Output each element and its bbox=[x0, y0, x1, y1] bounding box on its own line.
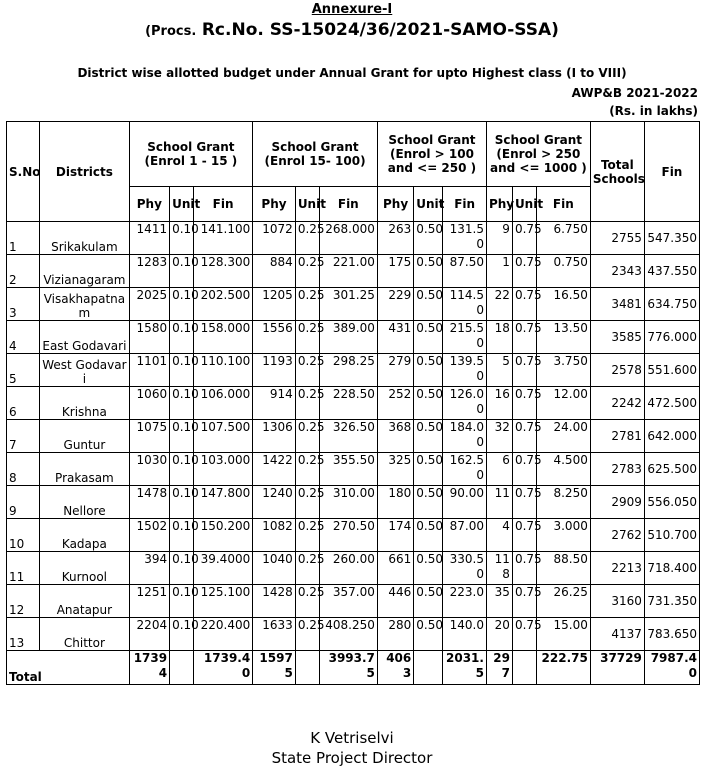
fin-enrol-250-1000: 6.750 bbox=[536, 222, 590, 255]
table-row bbox=[7, 288, 700, 321]
budget-table bbox=[6, 121, 700, 685]
fin-enrol-250-1000: 15.00 bbox=[536, 618, 590, 651]
col-unit: Unit bbox=[414, 187, 443, 222]
total-schools-cell: 2762 bbox=[590, 519, 644, 552]
phy-enrol-15-100: 884 bbox=[253, 255, 296, 288]
unit-enrol-100-250: 0.50 bbox=[414, 585, 443, 618]
col-unit: Unit bbox=[295, 187, 319, 222]
fin-enrol-15-100: 389.00 bbox=[319, 321, 377, 354]
fin-enrol-100-250: 330.50 bbox=[443, 552, 487, 585]
table-body bbox=[7, 222, 700, 685]
sno-cell: 3 bbox=[7, 288, 40, 321]
col-group-enrol-100-250: School Grant (Enrol > 100 and <= 250 ) bbox=[377, 122, 486, 187]
total-schools-cell: 2755 bbox=[590, 222, 644, 255]
col-phy: Phy bbox=[377, 187, 413, 222]
fin-enrol-250-1000: 24.00 bbox=[536, 420, 590, 453]
total-schools-cell: 2213 bbox=[590, 552, 644, 585]
fin-enrol-250-1000: 12.00 bbox=[536, 387, 590, 420]
units-label: (Rs. in lakhs) bbox=[609, 104, 698, 118]
total-fin-cell: 731.350 bbox=[644, 585, 699, 618]
table-row bbox=[7, 552, 700, 585]
unit-enrol-250-1000: 0.75 bbox=[512, 420, 536, 453]
phy-enrol-250-1000: 35 bbox=[486, 585, 512, 618]
phy-enrol-15-100: 1633 bbox=[253, 618, 296, 651]
phy-enrol-15-100: 914 bbox=[253, 387, 296, 420]
district-cell: West Godavari bbox=[40, 354, 129, 387]
total-fin-1: 1739.40 bbox=[193, 651, 252, 685]
phy-enrol-100-250: 174 bbox=[377, 519, 413, 552]
sno-cell: 4 bbox=[7, 321, 40, 354]
fin-enrol-100-250: 126.00 bbox=[443, 387, 487, 420]
fin-enrol-250-1000: 3.750 bbox=[536, 354, 590, 387]
total-fin-4: 222.75 bbox=[536, 651, 590, 685]
unit-enrol-250-1000: 0.75 bbox=[512, 222, 536, 255]
unit-enrol-1-15: 0.10 bbox=[170, 354, 194, 387]
phy-enrol-1-15: 1075 bbox=[129, 420, 170, 453]
table-row bbox=[7, 354, 700, 387]
unit-enrol-250-1000: 0.75 bbox=[512, 255, 536, 288]
fin-enrol-250-1000: 3.000 bbox=[536, 519, 590, 552]
district-cell: Nellore bbox=[40, 486, 129, 519]
unit-enrol-1-15: 0.10 bbox=[170, 453, 194, 486]
total-schools-cell: 4137 bbox=[590, 618, 644, 651]
col-phy: Phy bbox=[129, 187, 170, 222]
unit-enrol-15-100: 0.25 bbox=[295, 585, 319, 618]
total-fin-cell: 547.350 bbox=[644, 222, 699, 255]
unit-enrol-100-250: 0.50 bbox=[414, 519, 443, 552]
district-cell: Prakasam bbox=[40, 453, 129, 486]
signatory-name: K Vetriselvi bbox=[310, 729, 394, 747]
phy-enrol-1-15: 1060 bbox=[129, 387, 170, 420]
phy-enrol-250-1000: 6 bbox=[486, 453, 512, 486]
document-subtitle: District wise allotted budget under Annual Grant for upto Highest class (I to VIII) bbox=[77, 66, 627, 80]
fin-enrol-15-100: 326.50 bbox=[319, 420, 377, 453]
unit-enrol-15-100: 0.25 bbox=[295, 519, 319, 552]
phy-enrol-250-1000: 1 bbox=[486, 255, 512, 288]
unit-enrol-250-1000: 0.75 bbox=[512, 618, 536, 651]
unit-enrol-15-100: 0.25 bbox=[295, 453, 319, 486]
district-cell: Krishna bbox=[40, 387, 129, 420]
fin-enrol-250-1000: 4.500 bbox=[536, 453, 590, 486]
phy-enrol-15-100: 1205 bbox=[253, 288, 296, 321]
total-fin-cell: 551.600 bbox=[644, 354, 699, 387]
unit-enrol-250-1000: 0.75 bbox=[512, 486, 536, 519]
col-total-schools: Total Schools bbox=[590, 122, 644, 222]
sno-cell: 7 bbox=[7, 420, 40, 453]
phy-enrol-15-100: 1040 bbox=[253, 552, 296, 585]
total-fin-3: 2031.5 bbox=[443, 651, 487, 685]
fin-enrol-1-15: 39.4000 bbox=[193, 552, 252, 585]
col-fin-sub: Fin bbox=[443, 187, 487, 222]
phy-enrol-15-100: 1556 bbox=[253, 321, 296, 354]
phy-enrol-100-250: 175 bbox=[377, 255, 413, 288]
annexure-heading: Annexure-I bbox=[311, 2, 393, 17]
fin-enrol-100-250: 184.00 bbox=[443, 420, 487, 453]
phy-enrol-100-250: 446 bbox=[377, 585, 413, 618]
unit-enrol-15-100: 0.25 bbox=[295, 420, 319, 453]
unit-enrol-1-15: 0.10 bbox=[170, 618, 194, 651]
fin-enrol-250-1000: 16.50 bbox=[536, 288, 590, 321]
unit-enrol-100-250: 0.50 bbox=[414, 255, 443, 288]
total-schools-cell: 2242 bbox=[590, 387, 644, 420]
fin-enrol-250-1000: 8.250 bbox=[536, 486, 590, 519]
unit-enrol-15-100: 0.25 bbox=[295, 552, 319, 585]
unit-enrol-250-1000: 0.75 bbox=[512, 354, 536, 387]
unit-enrol-100-250: 0.50 bbox=[414, 354, 443, 387]
total-phy-3: 4063 bbox=[377, 651, 413, 685]
unit-enrol-100-250: 0.50 bbox=[414, 618, 443, 651]
phy-enrol-1-15: 1502 bbox=[129, 519, 170, 552]
unit-enrol-1-15: 0.10 bbox=[170, 255, 194, 288]
procs-reference bbox=[0, 20, 704, 40]
phy-enrol-250-1000: 5 bbox=[486, 354, 512, 387]
table-row bbox=[7, 321, 700, 354]
unit-enrol-250-1000: 0.75 bbox=[512, 321, 536, 354]
district-cell: Guntur bbox=[40, 420, 129, 453]
total-fin-cell: 510.700 bbox=[644, 519, 699, 552]
total-fin-cell: 625.500 bbox=[644, 453, 699, 486]
unit-enrol-250-1000: 0.75 bbox=[512, 288, 536, 321]
unit-enrol-1-15: 0.10 bbox=[170, 552, 194, 585]
phy-enrol-100-250: 229 bbox=[377, 288, 413, 321]
unit-enrol-250-1000: 0.75 bbox=[512, 585, 536, 618]
unit-enrol-15-100: 0.25 bbox=[295, 255, 319, 288]
unit-enrol-1-15: 0.10 bbox=[170, 585, 194, 618]
phy-enrol-250-1000: 9 bbox=[486, 222, 512, 255]
fin-enrol-1-15: 220.400 bbox=[193, 618, 252, 651]
phy-enrol-100-250: 252 bbox=[377, 387, 413, 420]
col-fin-sub: Fin bbox=[193, 187, 252, 222]
fin-enrol-100-250: 90.00 bbox=[443, 486, 487, 519]
fin-enrol-1-15: 147.800 bbox=[193, 486, 252, 519]
unit-enrol-250-1000: 0.75 bbox=[512, 453, 536, 486]
district-cell: Srikakulam bbox=[40, 222, 129, 255]
fin-enrol-15-100: 310.00 bbox=[319, 486, 377, 519]
fin-enrol-250-1000: 26.25 bbox=[536, 585, 590, 618]
fin-enrol-15-100: 260.00 bbox=[319, 552, 377, 585]
table-row bbox=[7, 420, 700, 453]
phy-enrol-100-250: 368 bbox=[377, 420, 413, 453]
phy-enrol-100-250: 431 bbox=[377, 321, 413, 354]
fin-enrol-1-15: 110.100 bbox=[193, 354, 252, 387]
district-cell: Anatapur bbox=[40, 585, 129, 618]
fin-enrol-100-250: 87.50 bbox=[443, 255, 487, 288]
table-row bbox=[7, 486, 700, 519]
phy-enrol-250-1000: 16 bbox=[486, 387, 512, 420]
col-sno: S.No bbox=[7, 122, 40, 222]
fin-enrol-1-15: 141.100 bbox=[193, 222, 252, 255]
phy-enrol-15-100: 1428 bbox=[253, 585, 296, 618]
phy-enrol-250-1000: 32 bbox=[486, 420, 512, 453]
unit-enrol-1-15: 0.10 bbox=[170, 486, 194, 519]
total-unit-1 bbox=[170, 651, 194, 685]
fin-enrol-15-100: 270.50 bbox=[319, 519, 377, 552]
sno-cell: 8 bbox=[7, 453, 40, 486]
sno-cell: 10 bbox=[7, 519, 40, 552]
fin-enrol-15-100: 301.25 bbox=[319, 288, 377, 321]
sno-cell: 12 bbox=[7, 585, 40, 618]
phy-enrol-100-250: 661 bbox=[377, 552, 413, 585]
phy-enrol-1-15: 1478 bbox=[129, 486, 170, 519]
total-label: Total bbox=[7, 651, 130, 685]
total-schools-cell: 3585 bbox=[590, 321, 644, 354]
phy-enrol-1-15: 2025 bbox=[129, 288, 170, 321]
fin-enrol-250-1000: 0.750 bbox=[536, 255, 590, 288]
total-phy-2: 15975 bbox=[253, 651, 296, 685]
fin-enrol-1-15: 128.300 bbox=[193, 255, 252, 288]
unit-enrol-100-250: 0.50 bbox=[414, 486, 443, 519]
phy-enrol-1-15: 1251 bbox=[129, 585, 170, 618]
col-districts: Districts bbox=[40, 122, 129, 222]
total-fin-cell: 556.050 bbox=[644, 486, 699, 519]
procs-number: Rc.No. SS-15024/36/2021-SAMO-SSA) bbox=[201, 20, 559, 40]
sno-cell: 11 bbox=[7, 552, 40, 585]
phy-enrol-100-250: 180 bbox=[377, 486, 413, 519]
total-schools-cell: 2343 bbox=[590, 255, 644, 288]
total-schools-cell: 2783 bbox=[590, 453, 644, 486]
total-schools-cell: 3481 bbox=[590, 288, 644, 321]
total-fin-cell: 718.400 bbox=[644, 552, 699, 585]
phy-enrol-250-1000: 22 bbox=[486, 288, 512, 321]
phy-enrol-1-15: 2204 bbox=[129, 618, 170, 651]
fin-enrol-100-250: 215.50 bbox=[443, 321, 487, 354]
col-unit: Unit bbox=[512, 187, 536, 222]
sno-cell: 13 bbox=[7, 618, 40, 651]
phy-enrol-1-15: 1411 bbox=[129, 222, 170, 255]
phy-enrol-100-250: 280 bbox=[377, 618, 413, 651]
unit-enrol-250-1000: 0.75 bbox=[512, 552, 536, 585]
unit-enrol-1-15: 0.10 bbox=[170, 519, 194, 552]
total-unit-4 bbox=[512, 651, 536, 685]
total-schools-cell: 2909 bbox=[590, 486, 644, 519]
phy-enrol-250-1000: 4 bbox=[486, 519, 512, 552]
total-fin-cell: 783.650 bbox=[644, 618, 699, 651]
col-fin-sub: Fin bbox=[536, 187, 590, 222]
unit-enrol-100-250: 0.50 bbox=[414, 387, 443, 420]
phy-enrol-15-100: 1240 bbox=[253, 486, 296, 519]
table-row bbox=[7, 255, 700, 288]
unit-enrol-100-250: 0.50 bbox=[414, 453, 443, 486]
table-row bbox=[7, 618, 700, 651]
unit-enrol-15-100: 0.25 bbox=[295, 486, 319, 519]
unit-enrol-100-250: 0.50 bbox=[414, 420, 443, 453]
total-schools: 37729 bbox=[590, 651, 644, 685]
fin-enrol-100-250: 114.50 bbox=[443, 288, 487, 321]
fin-enrol-100-250: 139.50 bbox=[443, 354, 487, 387]
phy-enrol-1-15: 1030 bbox=[129, 453, 170, 486]
phy-enrol-250-1000: 18 bbox=[486, 321, 512, 354]
fin-enrol-250-1000: 88.50 bbox=[536, 552, 590, 585]
signatory-designation: State Project Director bbox=[271, 749, 433, 767]
col-fin-sub: Fin bbox=[319, 187, 377, 222]
fin-enrol-1-15: 202.500 bbox=[193, 288, 252, 321]
unit-enrol-15-100: 0.25 bbox=[295, 387, 319, 420]
col-group-enrol-250-1000: School Grant (Enrol > 250 and <= 1000 ) bbox=[486, 122, 590, 187]
total-fin-cell: 776.000 bbox=[644, 321, 699, 354]
total-phy-1: 17394 bbox=[129, 651, 170, 685]
fin-enrol-100-250: 140.0 bbox=[443, 618, 487, 651]
district-cell: Kadapa bbox=[40, 519, 129, 552]
table-row bbox=[7, 453, 700, 486]
unit-enrol-15-100: 0.25 bbox=[295, 354, 319, 387]
sno-cell: 6 bbox=[7, 387, 40, 420]
total-schools-cell: 3160 bbox=[590, 585, 644, 618]
sno-cell: 1 bbox=[7, 222, 40, 255]
phy-enrol-1-15: 1101 bbox=[129, 354, 170, 387]
unit-enrol-15-100: 0.25 bbox=[295, 288, 319, 321]
phy-enrol-100-250: 263 bbox=[377, 222, 413, 255]
col-phy: Phy bbox=[253, 187, 296, 222]
total-unit-3 bbox=[414, 651, 443, 685]
total-schools-cell: 2578 bbox=[590, 354, 644, 387]
district-cell: Visakhapatnam bbox=[40, 288, 129, 321]
fin-enrol-100-250: 223.0 bbox=[443, 585, 487, 618]
unit-enrol-1-15: 0.10 bbox=[170, 387, 194, 420]
phy-enrol-15-100: 1082 bbox=[253, 519, 296, 552]
total-row bbox=[7, 651, 700, 685]
phy-enrol-15-100: 1306 bbox=[253, 420, 296, 453]
unit-enrol-1-15: 0.10 bbox=[170, 288, 194, 321]
total-unit-2 bbox=[295, 651, 319, 685]
district-cell: Vizianagaram bbox=[40, 255, 129, 288]
fin-enrol-15-100: 355.50 bbox=[319, 453, 377, 486]
unit-enrol-15-100: 0.25 bbox=[295, 321, 319, 354]
district-cell: Kurnool bbox=[40, 552, 129, 585]
unit-enrol-1-15: 0.10 bbox=[170, 420, 194, 453]
total-phy-4: 297 bbox=[486, 651, 512, 685]
fin-enrol-100-250: 87.00 bbox=[443, 519, 487, 552]
district-cell: Chittor bbox=[40, 618, 129, 651]
fin-enrol-1-15: 158.000 bbox=[193, 321, 252, 354]
total-fin-cell: 437.550 bbox=[644, 255, 699, 288]
unit-enrol-100-250: 0.50 bbox=[414, 288, 443, 321]
district-cell: East Godavari bbox=[40, 321, 129, 354]
fin-enrol-1-15: 150.200 bbox=[193, 519, 252, 552]
col-fin: Fin bbox=[644, 122, 699, 222]
total-fin-cell: 634.750 bbox=[644, 288, 699, 321]
col-phy: Phy bbox=[486, 187, 512, 222]
table-row bbox=[7, 222, 700, 255]
phy-enrol-250-1000: 20 bbox=[486, 618, 512, 651]
fin-enrol-1-15: 107.500 bbox=[193, 420, 252, 453]
fin-enrol-15-100: 268.000 bbox=[319, 222, 377, 255]
phy-enrol-15-100: 1072 bbox=[253, 222, 296, 255]
table-row bbox=[7, 585, 700, 618]
table-row bbox=[7, 519, 700, 552]
sno-cell: 5 bbox=[7, 354, 40, 387]
unit-enrol-100-250: 0.50 bbox=[414, 552, 443, 585]
total-fin: 7987.40 bbox=[644, 651, 699, 685]
fin-enrol-15-100: 228.50 bbox=[319, 387, 377, 420]
total-fin-2: 3993.75 bbox=[319, 651, 377, 685]
unit-enrol-1-15: 0.10 bbox=[170, 321, 194, 354]
unit-enrol-1-15: 0.10 bbox=[170, 222, 194, 255]
total-fin-cell: 642.000 bbox=[644, 420, 699, 453]
fin-enrol-250-1000: 13.50 bbox=[536, 321, 590, 354]
fin-enrol-1-15: 103.000 bbox=[193, 453, 252, 486]
phy-enrol-1-15: 394 bbox=[129, 552, 170, 585]
sno-cell: 2 bbox=[7, 255, 40, 288]
col-unit: Unit bbox=[170, 187, 194, 222]
fin-enrol-15-100: 357.00 bbox=[319, 585, 377, 618]
sno-cell: 9 bbox=[7, 486, 40, 519]
fin-enrol-100-250: 131.50 bbox=[443, 222, 487, 255]
unit-enrol-100-250: 0.50 bbox=[414, 321, 443, 354]
awp-label: AWP&B 2021-2022 bbox=[571, 86, 698, 100]
phy-enrol-100-250: 325 bbox=[377, 453, 413, 486]
phy-enrol-1-15: 1283 bbox=[129, 255, 170, 288]
fin-enrol-1-15: 106.000 bbox=[193, 387, 252, 420]
col-group-enrol-1-15: School Grant (Enrol 1 - 15 ) bbox=[129, 122, 253, 187]
phy-enrol-15-100: 1422 bbox=[253, 453, 296, 486]
fin-enrol-15-100: 221.00 bbox=[319, 255, 377, 288]
unit-enrol-15-100: 0.25 bbox=[295, 618, 319, 651]
procs-prefix: (Procs. bbox=[145, 24, 197, 39]
unit-enrol-250-1000: 0.75 bbox=[512, 387, 536, 420]
fin-enrol-15-100: 408.250 bbox=[319, 618, 377, 651]
fin-enrol-100-250: 162.50 bbox=[443, 453, 487, 486]
phy-enrol-250-1000: 11 bbox=[486, 486, 512, 519]
fin-enrol-15-100: 298.25 bbox=[319, 354, 377, 387]
unit-enrol-250-1000: 0.75 bbox=[512, 519, 536, 552]
table-row bbox=[7, 387, 700, 420]
total-schools-cell: 2781 bbox=[590, 420, 644, 453]
unit-enrol-100-250: 0.50 bbox=[414, 222, 443, 255]
fin-enrol-1-15: 125.100 bbox=[193, 585, 252, 618]
phy-enrol-100-250: 279 bbox=[377, 354, 413, 387]
unit-enrol-15-100: 0.25 bbox=[295, 222, 319, 255]
phy-enrol-15-100: 1193 bbox=[253, 354, 296, 387]
phy-enrol-250-1000: 118 bbox=[486, 552, 512, 585]
phy-enrol-1-15: 1580 bbox=[129, 321, 170, 354]
col-group-enrol-15-100: School Grant (Enrol 15- 100) bbox=[253, 122, 378, 187]
total-fin-cell: 472.500 bbox=[644, 387, 699, 420]
